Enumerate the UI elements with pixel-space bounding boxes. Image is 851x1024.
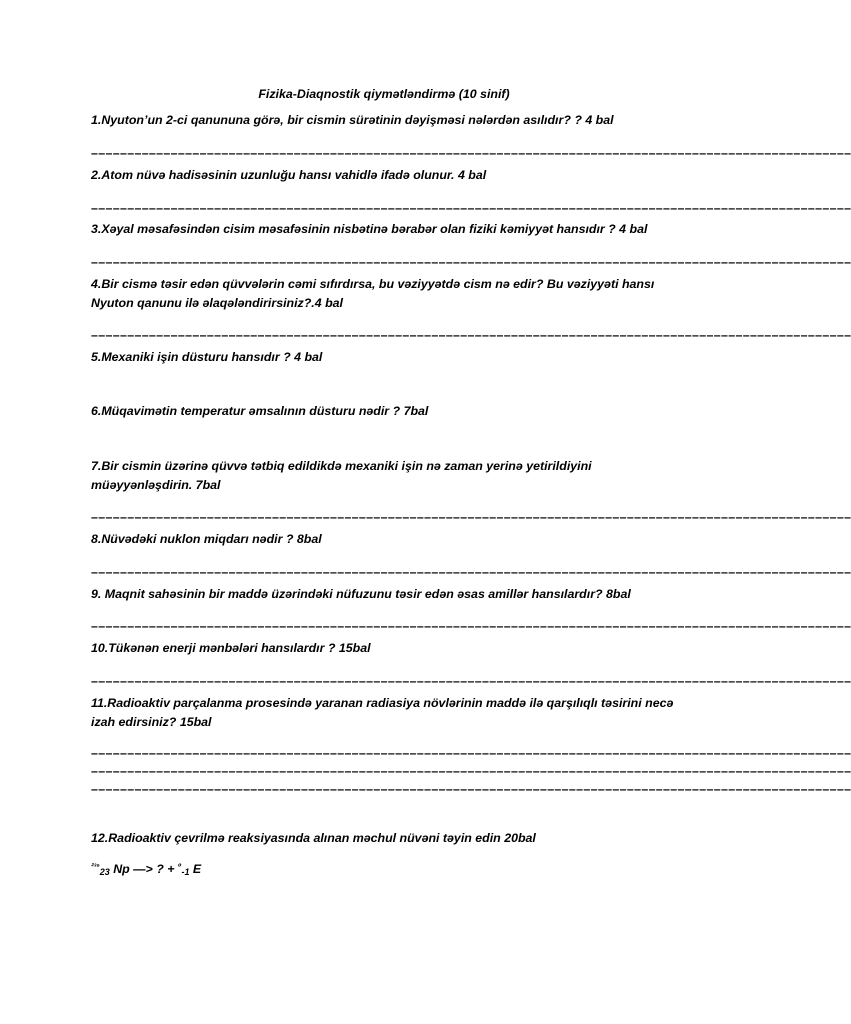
question-3: 3.Xəyal məsafəsindən cisim məsafəsinin nisbətinə bərabər olan fiziki kəmiyyət hansıdır ? 4 bal: [91, 222, 648, 236]
answer-line: –––––––––––––––––––––––––––––––––––––––––––––––––––––––––––––––––––––––––––––––––––––––––––––––––––––––––: [91, 782, 851, 796]
reaction-body: Np —> ? +: [109, 862, 178, 876]
page-title: Fizika-Diaqnostik qiymətləndirmə (10 sinif): [258, 87, 510, 101]
question-9: 9. Maqnit sahəsinin bir maddə üzərindəki nüfuzunu təsir edən əsas amillər hansılardır? 8bal: [91, 587, 631, 601]
question-8: 8.Nüvədəki nuklon miqdarı nədir ? 8bal: [91, 532, 322, 546]
answer-line: –––––––––––––––––––––––––––––––––––––––––––––––––––––––––––––––––––––––––––––––––––––––––––––––––––––––––: [91, 201, 851, 215]
question-11: 11.Radioaktiv parçalanma prosesində yaranan radiasiya növlərinin maddə ilə qarşılıqlı təsirini necə izah edirsiniz? 15bal: [91, 696, 674, 729]
electron-charge: -1: [181, 867, 190, 877]
question-2: 2.Atom nüvə hadisəsinin uzunluğu hansı vahidlə ifadə olunur. 4 bal: [91, 168, 487, 182]
answer-line: –––––––––––––––––––––––––––––––––––––––––––––––––––––––––––––––––––––––––––––––––––––––––––––––––––––––––: [91, 764, 851, 778]
answer-line: –––––––––––––––––––––––––––––––––––––––––––––––––––––––––––––––––––––––––––––––––––––––––––––––––––––––––: [91, 674, 851, 688]
reaction-atomic-number: 23: [99, 867, 110, 877]
electron-mass-number: ⁰: [177, 862, 182, 871]
answer-line: –––––––––––––––––––––––––––––––––––––––––––––––––––––––––––––––––––––––––––––––––––––––––––––––––––––––––: [91, 328, 851, 342]
question-6: 6.Müqavimətin temperatur əmsalının düsturu nədir ? 7bal: [91, 404, 429, 418]
question-1: 1.Nyuton’un 2-ci qanununa görə, bir cismin sürətinin dəyişməsi nələrdən asılıdır? ? 4 bal: [91, 113, 614, 127]
question-10: 10.Tükənən enerji mənbələri hansılardır ? 15bal: [91, 641, 371, 655]
reaction-mass-number: ²³⁹: [91, 862, 100, 871]
question-7: 7.Bir cismin üzərinə qüvvə tətbiq edildikdə mexaniki işin nə zaman yerinə yetirildiyini müəyyənləşdirin. 7bal: [91, 459, 592, 492]
answer-line: –––––––––––––––––––––––––––––––––––––––––––––––––––––––––––––––––––––––––––––––––––––––––––––––––––––––––: [91, 565, 851, 579]
reaction-equation: [91, 857, 681, 882]
answer-line: –––––––––––––––––––––––––––––––––––––––––––––––––––––––––––––––––––––––––––––––––––––––––––––––––––––––––: [91, 746, 851, 760]
question-4: 4.Bir cismə təsir edən qüvvələrin cəmi sıfırdırsa, bu vəziyyətdə cism nə edir? Bu vəziyyəti hansı Nyuton qanunu ilə əlaqələndirirsiniz?.4 bal: [91, 277, 655, 310]
question-12: 12.Radioaktiv çevrilmə reaksiyasında alınan məchul nüvəni təyin edin 20bal: [91, 831, 536, 845]
electron-symbol: E: [189, 862, 202, 876]
question-5: 5.Mexaniki işin düsturu hansıdır ? 4 bal: [91, 350, 323, 364]
answer-line: –––––––––––––––––––––––––––––––––––––––––––––––––––––––––––––––––––––––––––––––––––––––––––––––––––––––––: [91, 619, 851, 633]
answer-line: –––––––––––––––––––––––––––––––––––––––––––––––––––––––––––––––––––––––––––––––––––––––––––––––––––––––––: [91, 255, 851, 269]
answer-line: –––––––––––––––––––––––––––––––––––––––––––––––––––––––––––––––––––––––––––––––––––––––––––––––––––––––––: [91, 510, 851, 524]
answer-line: –––––––––––––––––––––––––––––––––––––––––––––––––––––––––––––––––––––––––––––––––––––––––––––––––––––––––: [91, 146, 851, 160]
